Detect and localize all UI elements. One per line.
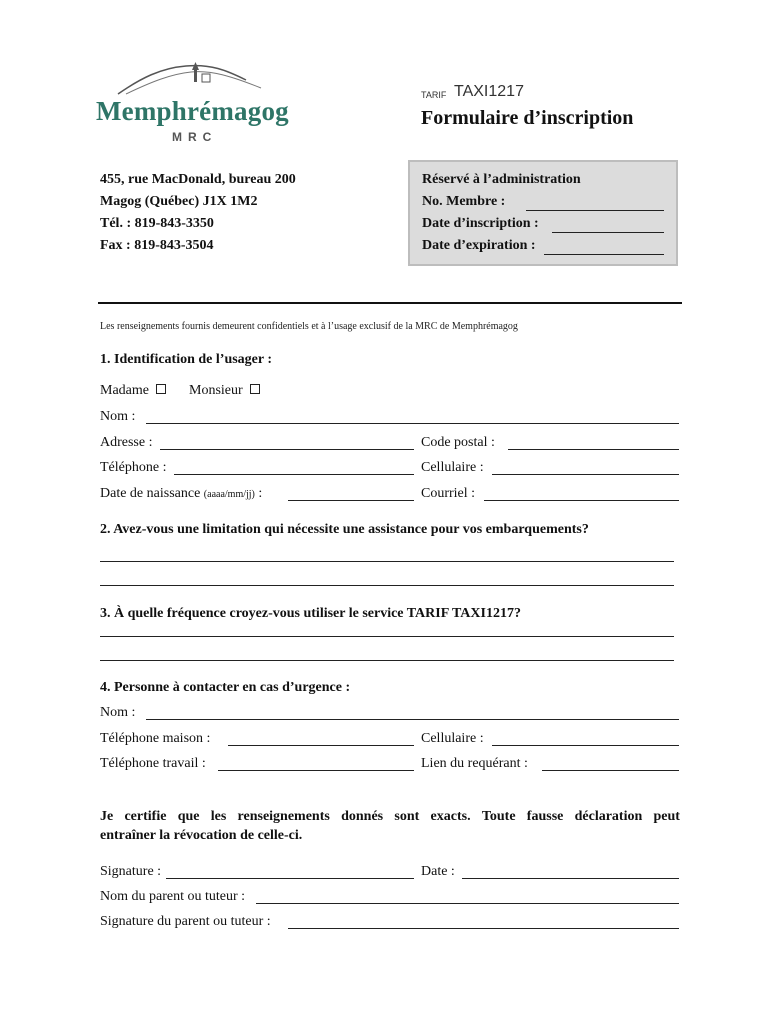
code-postal-label: Code postal : [421, 435, 495, 450]
section-3-answer-line-2[interactable] [100, 660, 674, 661]
nom-parent-field[interactable] [256, 903, 679, 904]
certification-word: peut [653, 809, 680, 824]
section-3-answer-line-1[interactable] [100, 636, 674, 637]
header-divider [98, 302, 682, 304]
section-4-title: 4. Personne à contacter en cas d’urgence : [100, 680, 351, 695]
tel-travail-label: Téléphone travail : [100, 756, 206, 771]
date-format: (aaaa/mm/jj) [203, 489, 255, 500]
admin-inscription-field[interactable] [552, 232, 664, 233]
address-fax: Fax : 819-843-3504 [100, 238, 214, 253]
cellulaire-label: Cellulaire : [421, 460, 484, 475]
section-3-title: 3. À quelle fréquence croyez-vous utiliser le service TARIF TAXI1217? [100, 606, 521, 621]
signature-date-field[interactable] [462, 878, 679, 879]
madame-label: Madame [100, 383, 149, 398]
telephone-field[interactable] [174, 474, 414, 475]
address-line-2: Magog (Québec) J1X 1M2 [100, 194, 258, 209]
certification-word: renseignements [237, 809, 330, 824]
certification-word: fausse [526, 809, 564, 824]
admin-inscription-label: Date d’inscription : [422, 216, 539, 231]
code-postal-field[interactable] [508, 449, 679, 450]
admin-box [408, 160, 678, 266]
certification-word: donnés [341, 809, 384, 824]
admin-membre-field[interactable] [526, 210, 664, 211]
certification-line-1 [100, 809, 680, 827]
logo-mrc: MRC [172, 130, 218, 144]
page-title: Formulaire d’inscription [421, 107, 634, 129]
logo-name: Memphrémagog [96, 96, 289, 126]
cellulaire-field[interactable] [492, 474, 679, 475]
header-tarif: TARIF [421, 90, 447, 100]
date-colon: : [254, 486, 263, 501]
signature-parent-field[interactable] [288, 928, 679, 929]
signature-label: Signature : [100, 864, 162, 879]
logo-mountain-icon [116, 58, 266, 98]
madame-checkbox[interactable] [156, 384, 166, 394]
date-naissance-label [100, 486, 262, 502]
nom-parent-label: Nom du parent ou tuteur : [100, 889, 246, 904]
monsieur-label: Monsieur [189, 383, 243, 398]
monsieur-checkbox[interactable] [250, 384, 260, 394]
nom-label: Nom : [100, 409, 136, 424]
certification-word: les [210, 809, 227, 824]
courriel-field[interactable] [484, 500, 679, 501]
lien-field[interactable] [542, 770, 679, 771]
certification-word: Je [100, 809, 114, 824]
certification-word: exacts. [430, 809, 471, 824]
section-2-answer-line-2[interactable] [100, 585, 674, 586]
certification-word: que [177, 809, 200, 824]
certification-line-2: entraîner la révocation de celle-ci. [100, 828, 303, 843]
admin-title: Réservé à l’administration [422, 172, 581, 187]
nom-field[interactable] [146, 423, 679, 424]
logo [96, 58, 289, 148]
section-2-answer-line-1[interactable] [100, 561, 674, 562]
courriel-label: Courriel : [421, 486, 476, 501]
adresse-field[interactable] [160, 449, 414, 450]
certification-word: Toute [481, 809, 516, 824]
lien-label: Lien du requérant : [421, 756, 528, 771]
section-1-title: 1. Identification de l’usager : [100, 352, 273, 367]
certification-word: déclaration [574, 809, 643, 824]
confidentiality-notice: Les renseignements fournis demeurent confidentiels et à l’usage exclusif de la MRC de Memphrémagog [100, 321, 518, 332]
tel-travail-field[interactable] [218, 770, 414, 771]
madame-option[interactable] [100, 383, 166, 399]
admin-membre-label: No. Membre : [422, 194, 506, 209]
tel-maison-field[interactable] [228, 745, 414, 746]
date-naissance-field[interactable] [288, 500, 414, 501]
adresse-label: Adresse : [100, 435, 153, 450]
signature-field[interactable] [166, 878, 414, 879]
date-naissance-text: Date de naissance [100, 486, 204, 501]
admin-expiration-label: Date d’expiration : [422, 238, 536, 253]
urgence-nom-label: Nom : [100, 705, 136, 720]
address-line-1: 455, rue MacDonald, bureau 200 [100, 172, 296, 187]
signature-parent-label: Signature du parent ou tuteur : [100, 914, 271, 929]
certification-word: sont [394, 809, 420, 824]
tel-maison-label: Téléphone maison : [100, 731, 211, 746]
header-taxi: TAXI1217 [454, 83, 524, 100]
section-2-title: 2. Avez-vous une limitation qui nécessite une assistance pour vos embarquements? [100, 522, 589, 537]
signature-date-label: Date : [421, 864, 455, 879]
admin-expiration-field[interactable] [544, 254, 664, 255]
urgence-cellulaire-label: Cellulaire : [421, 731, 484, 746]
telephone-label: Téléphone : [100, 460, 167, 475]
certification-word: certifie [124, 809, 167, 824]
urgence-cellulaire-field[interactable] [492, 745, 679, 746]
address-phone: Tél. : 819-843-3350 [100, 216, 214, 231]
urgence-nom-field[interactable] [146, 719, 679, 720]
monsieur-option[interactable] [189, 383, 260, 399]
